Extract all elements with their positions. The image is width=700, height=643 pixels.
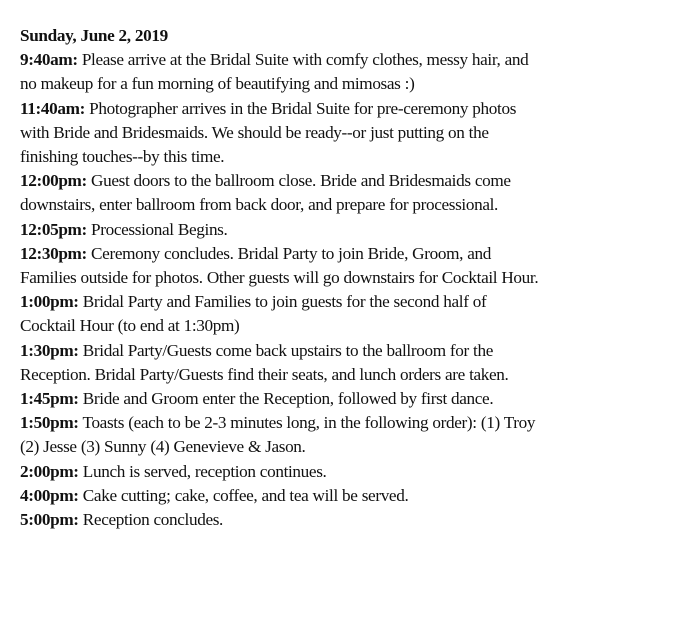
entry-time: 5:00pm: bbox=[20, 510, 79, 530]
entry-text: Bride and Groom enter the Reception, followed by first dance. bbox=[78, 389, 494, 409]
schedule-entry bbox=[20, 339, 690, 387]
schedule-entry bbox=[20, 97, 690, 170]
entry-line: finishing touches--by this time. bbox=[20, 147, 225, 166]
entry-text: Bridal Party/Guests come back upstairs to the ballroom for the bbox=[78, 340, 493, 360]
schedule-entry bbox=[20, 387, 690, 411]
schedule-entry bbox=[20, 218, 690, 242]
entry-line bbox=[20, 169, 690, 193]
schedule-entry bbox=[20, 48, 690, 96]
entry-time: 1:45pm: bbox=[20, 389, 79, 409]
entry-line bbox=[20, 97, 690, 121]
entry-time: 12:00pm: bbox=[20, 171, 87, 191]
entry-line bbox=[20, 508, 690, 532]
entry-line: no makeup for a fun morning of beautifying and mimosas :) bbox=[20, 74, 415, 94]
entry-line bbox=[20, 242, 690, 266]
entry-text: Lunch is served, reception continues. bbox=[78, 461, 327, 481]
schedule-entry bbox=[20, 169, 690, 217]
entry-text: Ceremony concludes. Bridal Party to join Bride, Groom, and bbox=[86, 243, 491, 263]
entry-line bbox=[20, 460, 690, 484]
entry-text: Guest doors to the ballroom close. Bride and Bridesmaids come bbox=[86, 171, 511, 191]
entry-line: Reception. Bridal Party/Guests find their seats, and lunch orders are taken. bbox=[20, 364, 509, 384]
entry-time: 12:30pm: bbox=[20, 243, 87, 263]
entry-time: 12:05pm: bbox=[20, 219, 87, 239]
entry-line: Cocktail Hour (to end at 1:30pm) bbox=[20, 316, 240, 336]
schedule-document bbox=[20, 24, 690, 532]
document-date-heading: Sunday, June 2, 2019 bbox=[20, 26, 168, 45]
entry-text: Processional Begins. bbox=[86, 219, 228, 239]
entry-line bbox=[20, 290, 690, 314]
schedule-entry bbox=[20, 460, 690, 484]
entry-time: 1:50pm: bbox=[20, 413, 79, 433]
entry-text: Cake cutting; cake, coffee, and tea will be served. bbox=[78, 485, 409, 505]
entry-text: Reception concludes. bbox=[78, 510, 224, 530]
entry-time: 9:40am: bbox=[20, 50, 78, 70]
entry-text: Toasts (each to be 2-3 minutes long, in the following order): (1) Troy bbox=[78, 413, 536, 433]
schedule-entry bbox=[20, 242, 690, 290]
schedule-entry bbox=[20, 508, 690, 532]
entry-line bbox=[20, 339, 690, 363]
entry-text: Photographer arrives in the Bridal Suite for pre-ceremony photos bbox=[84, 98, 517, 118]
entry-time: 4:00pm: bbox=[20, 485, 79, 505]
entry-line bbox=[20, 411, 690, 435]
entry-time: 1:00pm: bbox=[20, 292, 79, 312]
schedule-entry bbox=[20, 290, 690, 338]
entry-line: (2) Jesse (3) Sunny (4) Genevieve & Jason. bbox=[20, 437, 306, 457]
schedule-entry bbox=[20, 484, 690, 508]
entry-line bbox=[20, 484, 690, 508]
entry-line bbox=[20, 48, 690, 72]
entry-text: Bridal Party and Families to join guests for the second half of bbox=[78, 292, 487, 312]
entry-line bbox=[20, 218, 690, 242]
entry-line bbox=[20, 387, 690, 411]
entry-text: Please arrive at the Bridal Suite with comfy clothes, messy hair, and bbox=[77, 50, 529, 70]
entry-time: 11:40am: bbox=[20, 98, 85, 118]
entry-line: Families outside for photos. Other guests will go downstairs for Cocktail Hour. bbox=[20, 268, 539, 288]
schedule-entry bbox=[20, 411, 690, 459]
entry-line: with Bride and Bridesmaids. We should be ready--or just putting on the bbox=[20, 122, 489, 142]
entry-time: 2:00pm: bbox=[20, 461, 79, 481]
entry-time: 1:30pm: bbox=[20, 340, 79, 360]
entry-line: downstairs, enter ballroom from back door, and prepare for processional. bbox=[20, 195, 499, 215]
